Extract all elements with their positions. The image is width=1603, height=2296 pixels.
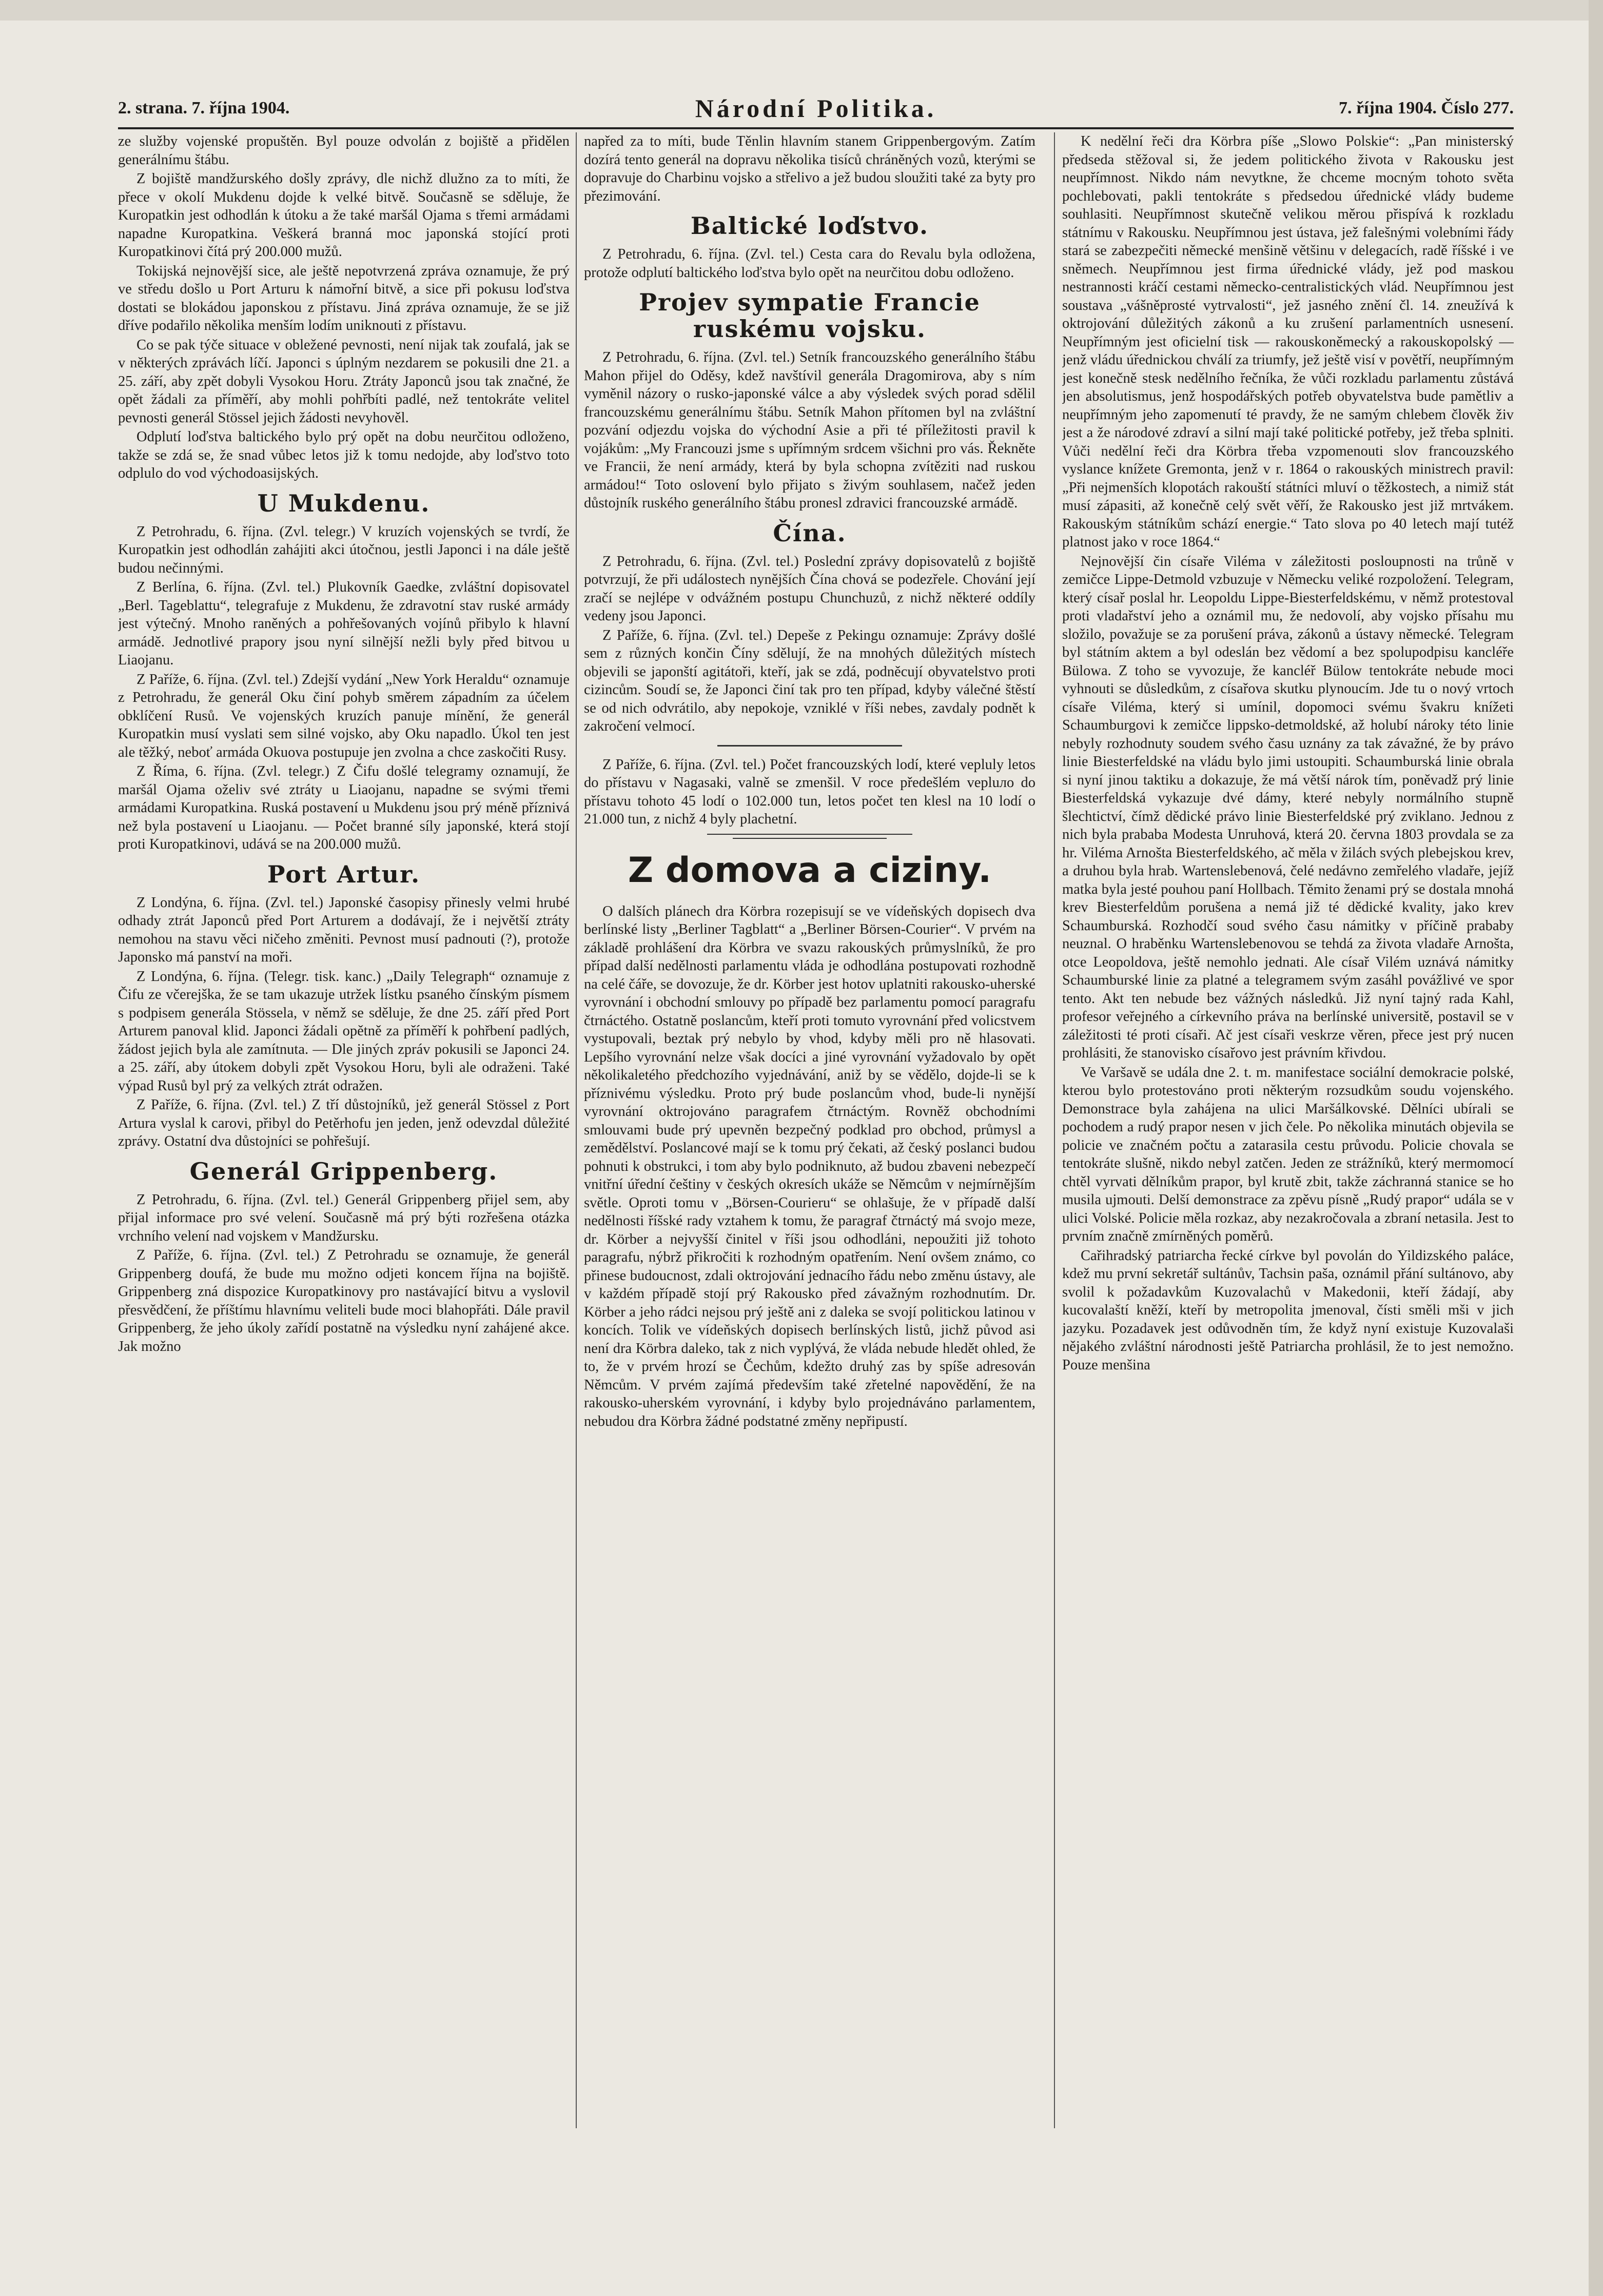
article-paragraph: Z Říma, 6. října. (Zvl. telegr.) Z Čifu došlé telegramy oznamují, že maršál Ojama oželiv své ztráty u Liaojanu, napadne se svými třemi armádami Kuropatkina. Ruská postavení u Mukdenu jsou prý méně příznivá než byla postavení u Liaojanu. — Počet branné síly japonské, která stojí proti Kuropatkinovi, udává se na 200.000 mužů. (118, 763, 570, 852)
issue-date-number: 7. října 1904. Číslo 277. (1339, 99, 1514, 117)
article-paragraph: Cařihradský patriarcha řecké církve byl povolán do Yildizského paláce, kdež mu první sekretář sultánův, Tachsin paša, oznámil přání sultánovo, aby svolil k požadavkům Kuzovalachů v Makedonii, kteří žádají, aby kucovalaští kněží, kteří by metropolita jmenoval, čísti směli mši v jich jazyku. Pozadavek jest odůvodněn tím, že když nyní existuje Kuzovalaši nějakého zvláštní národnosti ještě Patriarcha prohlásil, že to jest nemožno. Pouze menšina (1062, 1247, 1514, 1373)
article-paragraph: Z Paříže, 6. října. (Zvl. tel.) Depeše z Pekingu oznamuje: Zprávy došlé sem z různých končin Číny sdělují, že na mnohých důležitých místech objevili se japonští agitátoři, kteří, jak se zdá, podněcují obyvatelstvo proti cizincům. Soudí se, že Japonci činí tak pro ten případ, kdyby válečné štěstí se od nich odvrátilo, aby nepokoje, vzniklé v říši nebes, zavdaly podnět k zakročení velmocí. (584, 627, 1035, 734)
section-heading: Baltické loďstvo. (690, 212, 929, 240)
article-paragraph: K nedělní řeči dra Körbra píše „Slowo Polskie“: „Pan ministerský předseda stěžoval si, že jedem politického života v Rakousku jest neupřímnost. Nikdo nám nevytkne, že chceme mocným tohoto světa pochlebovati, pakli tentokráte s předsedou úřednické vlády budeme souhlasiti. Neupřímnost skutečně velikou měrou přispívá k rozkladu státnímu v Rakousku. Neupřímnou jest ústava, jež falešnými volebními řády stará se zabezpečiti německé menšině většinu v delegacích, radě říšské i ve sněmech. Neupřímnou jest firma úřednické vlády, jež pod maskou nestrannosti kráčí cestami německo-centralistických vlád. Neupřímnou jest soustava „vášněprosté vytrvalosti“, jež jasného znění čl. 14. zneužívá k oktrojování důležitých zákonů a ku zrušení parlamentních usnesení. Neupřímným jest oficielní tisk — rakouskoněmecký a rakouskopolský — jenž vládu úřednickou chválí za triumfy, jež ještě visí v povětří, neupřímným jest konečně stesk nedělního řečníka, že vůči rozkladu parlamentu zůstává jen absolutismus, jenž hospodářských potřeb obyvatelstva bude pamětliv a neupřímným jeho zapomenutí té pravdy, že ne samým chlebem člověk živ jest a že národové zdraví a silní mají také politické potřeby, jež třeba splniti. Vůči nedělní řeči dra Körbra třeba vzpomenouti slov francouzského vyslance knížete Gremonta, jenž v r. 1864 o rakouských ministrech pravil: „Při nejmenších klopotách rakouští státníci mluví o těžkostech, a nimiž stát musí zápasiti, až konečně celý svět věří, že Rakousko jest již mrtvákem. Rakouským státníkům schází energie.“ Tato slova po 40 letech mají tutéž platnost jako v roce 1864.“ (1062, 133, 1514, 550)
section-divider (584, 834, 1035, 839)
article-paragraph: O dalších plánech dra Körbra rozepisují se ve vídeňských dopisech dva berlínské listy „Berliner Tagblatt“ a „Berliner Börsen-Courier“. V prvém na základě prohlášení dra Körbra ve svazu rakouských průmyslníků, že pro případ další nedělnosti parlamentu vláda je odhodlána postupovati rozhodně na celé čáře, se dovozuje, že dr. Körber jest hotov uplatniti rakousko-uherské vyrovnání i obchodní smlouvy po případě bez parlamentu pomocí paragrafu čtrnáctého. Ostatně poslancům, kteří proti tomuto vyrovnání před volicstvem vystupovali, beztak prý nebylo by vhod, kdyby měli pro ně hlasovati. Lepšího vyrovnání nelze však docíci a jiné vyrovnání vyžadovalo by opět několikaletého předchozího vyjednávání, aniž by se vědělo, dojde-li se k příznivému výsledku. Proto prý bude poslancům vhod, bude-li nynější vyrovnání oktrojováno paragrafem čtrnáctým. Rovněž obchodními smlouvami bude prý upevněn bezpečný podklad pro obchod, průmysl a zemědělství. Poslancové mají se k tomu prý čekati, až český poslanci budou pohnuti k obstrukci, i tom aby bylo podniknuto, až budou zbaveni nebezpečí vnitřní úřední češtiny v českých okresích ukáže se Němcům v nejmírnějším světle. Oproti tomu v „Börsen-Courieru“ se ohlašuje, že v případě další nedělnosti říšské rady vztahem k tomu, že paragraf čtrnáctý má svojo meze, dr. Körber a nejvyšší činitel v říši jsou odhodláni, nepoužiti již tohoto paragrafu, nýbrž přikročiti k rozhodným opatřením. Není ovšem známo, co přinese budoucnost, zdali oktrojování jednacího řádu nebo změnu ústavy, ale v každém případě stojí prý Rakousko před závažným rozhodnutím. Dr. Körber a jeho rádci nejsou prý ještě ani z daleka se svojí politickou latinou v koncích. Tolik ve vídeňských dopisech berlínských listů, jichž původ asi není dra Körbra daleko, tak z nich vyplývá, že vláda nebude hledět ohled, že to, že v prvém hrozí se Čechům, kdežto druhý zas by spíše adresován Němcům. V prvém zajímá především také zřetelné napovědění, že na rakousko-uherském vyrovnání, i kdyby bylo projednáváno parlamentem, nebudou dra Körbra žádné podstatné změny nepřipustí. (584, 903, 1035, 1429)
article-paragraph: Z Paříže, 6. října. (Zvl. tel.) Z tří důstojníků, jež generál Stössel z Port Artura vyslal k carovi, přibyl do Petěrhofu jen jeden, jenž odevzdal důležité zprávy. Ostatní dva důstojníci se pohřešují. (118, 1097, 570, 1149)
divider-line (707, 834, 912, 835)
scan-border-right (1589, 0, 1603, 2296)
article-paragraph: Z Petrohradu, 6. října. (Zvl. tel.) Setník francouzského generálního štábu Mahon přijel do Oděsy, kdež navštívil generála Dragomirova, aby s ním vyměnil názory o rusko-japonské válce a aby výsledek svých porad sdělil francouzskému generálnímu štábu. Setník Mahon přítomen byl na zvláštní pozvání odjezdu vojska do východní Asie a při té příležitosti pravil k vojákům: „My Francouzi jsme s upřímným srdcem všichni pro vás. Řekněte ve Francii, že není armády, která by byla schopna zvítěziti nad ruskou armádou!“ Toto oslovení bylo přijato s živým souhlasem, načež jeden důstojník ruského generálního štábu pronesl zdravici francouzské armádě. (584, 349, 1035, 511)
article-paragraph: Z Petrohradu, 6. října. (Zvl. tel.) Generál Grippenberg přijel sem, aby přijal informace pro své velení. Současně má prý býti rozřešena otázka vrchního velení nad vojskem v Mandžursku. (118, 1191, 570, 1244)
column-1 (118, 132, 570, 2133)
article-paragraph: Ve Varšavě se udála dne 2. t. m. manifestace sociální demokracie polské, kterou bylo protestováno proti některým rozsudkům soudu vojenského. Demonstrace byla zahájena na ulici Maršálkovské. Dělníci ubírali se pochodem a rudý prapor nesen v jich čele. Po několika minutách objevila se policie ve značném počtu a zatarasila cestu průvodu. Policie chovala se tentokráte slušně, nikdo nebyl zatčen. Jeden ze strážníků, který mermomocí chtěl vyrvati dělníkům prapor, byl krutě zbit, takže záchranná stanice se ho musila ujmouti. Delší demonstrace za zpěvu písně „Rudý prapor“ udála se v ulici Volské. Policie měla rozkaz, aby nezakročovala a zbraní netasila. Jest to prvním značně zmírněných poměrů. (1062, 1064, 1514, 1244)
article-paragraph: Tokijská nejnovější sice, ale ještě nepotvrzená zpráva oznamuje, že prý ve středu došlo u Port Arturu k námořní bitvě, a sice při pokusu loďstva dostati se blokádou japonskou z přístavu. Jiná zpráva oznamuje, že se již dříve podařilo několika menším lodím uniknouti z přístavu. (118, 263, 570, 333)
article-paragraph: Z Petrohradu, 6. října. (Zvl. tel.) Poslední zprávy dopisovatelů z bojiště potvrzují, že při událostech nynějších Čína chová se podezřele. Chování její zračí se nejlépe v odvážném postupu Chunchuzů, z nichž některé oddíly vedeny jsou Japonci. (584, 553, 1035, 624)
article-paragraph: ze služby vojenské propuštěn. Byl pouze odvolán z bojiště a přidělen generálnímu štábu. (118, 133, 570, 168)
section-heading: Čína. (773, 519, 847, 547)
article-paragraph: Co se pak týče situace v obležené pevnosti, není nijak tak zoufalá, jak se v některých zprávách líčí. Japonci s úplným nezdarem se pokusili dne 21. a 25. září, aby zpět dobyli Vysokou Horu. Ztráty Japonců jsou tak značné, že opět žádali za příměří, aby mohli pohřbíti padlé, než tentokráte velitel pevnosti generál Stössel jejich žádosti nevyhověl. (118, 337, 570, 426)
article-paragraph: Z Paříže, 6. října. (Zvl. tel.) Zdejší vydání „New York Heraldu“ oznamuje z Petrohradu, že generál Oku činí pohyb směrem západním za účelem obklíčení Rusů. Ve vojenských kruzích panuje mínění, že generál Kuropatkin musí vyslati sem silné vojsko, aby Oku napadlo. Úkol ten jest ale těžký, neboť armáda Okuova postupuje jen zvolna a chce zaskočiti Rusy. (118, 671, 570, 760)
article-paragraph: Z Berlína, 6. října. (Zvl. tel.) Plukovník Gaedke, zvláštní dopisovatel „Berl. Tageblattu“, telegrafuje z Mukdenu, že zdravotní stav ruské armády jest výtečný. Mnoho raněných a pohřešovaných vojínů přibylo k hlavní armádě. Jednotlivé prapory jsou nyní silnější nežli byly před bitvou u Liaojanu. (118, 579, 570, 668)
article-paragraph: Z Paříže, 6. října. (Zvl. tel.) Z Petrohradu se oznamuje, že generál Grippenberg doufá, že bude mu možno odjeti koncem října na bojiště. Grippenberg zná dispozice Kuropatkinovy pro nastávající bitvu a vyslovil přesvědčení, že příštímu hlavnímu veliteli bude moci blahopřáti. Dále pravil Grippenberg, že jeho úkoly zařídí postatně na výsledku nyní zahájené akce. Jak možno (118, 1247, 570, 1355)
column-3 (1062, 132, 1514, 2133)
article-paragraph: Z Petrohradu, 6. října. (Zvl. tel.) Cesta cara do Revalu byla odložena, protože odplutí baltického loďstva bylo opět na neurčitou dobu odloženo. (584, 246, 1035, 281)
column-divider-2 (1054, 132, 1055, 2128)
article-paragraph: Z Paříže, 6. října. (Zvl. tel.) Počet francouzských lodí, které vepluly letos do přístavu v Nagasaki, valně se zmenšil. V roce předešlém vepluло do přístavu tohoto 45 lodí o 102.000 tun, letos počet ten klesl na 10 lodí o 21.000 tun, z nichž 4 byly plachetní. (584, 756, 1035, 827)
article-paragraph: Z Londýna, 6. října. (Telegr. tisk. kanc.) „Daily Telegraph“ oznamuje z Čifu ze včerejška, že se tam ukazuje utržek lístku psaného čínským písmem s podpisem generála Stössela, v němž se sděluje, že dne 25. září před Port Arturem panoval klid. Japonci žádali opětně za příměří k pohřbení padlých, žádost jejich byla ale zamítnuta. — Dle jiných zpráv pokusili se Japonci 24. a 25. září, aby útokem dobyli zpět Vysokou Horu, byli ale odraženi. Také výpad Rusů byl prý za velkých ztrát odražen. (118, 968, 570, 1094)
section-heading: Z domova a ciziny. (628, 850, 992, 891)
page-header (118, 93, 1514, 124)
column-divider-1 (576, 132, 577, 2128)
column-2 (584, 132, 1035, 2133)
separator-rule (717, 745, 902, 747)
section-heading: Generál Grippenberg. (189, 1157, 498, 1185)
section-heading: Port Artur. (267, 860, 421, 888)
section-heading: U Mukdenu. (257, 489, 431, 517)
section-heading: Projev sympatie Francie ruskému vojsku. (639, 288, 981, 343)
article-paragraph: Odplutí loďstva baltického bylo prý opět na dobu neurčitou odloženo, takže se zdá se, že snad vůbec letos již k tomu nedojde, aby loďstvo toto odplulo do vod východoasijských. (118, 429, 570, 481)
article-paragraph: Z Londýna, 6. října. (Zvl. tel.) Japonské časopisy přinesly velmi hrubé odhady ztrát Japonců před Port Arturem a dodávají, že i největší ztráty nemohou na stavu věci ničeho změniti. Pevnost musí padnouti (?), protože Japonsko má panství na moři. (118, 894, 570, 965)
article-paragraph: Nejnovější čin císaře Viléma v záležitosti posloupnosti na trůně v zemičce Lippe-Detmold vzbuzuje v Německu veliké rozpoložení. Telegram, který císař poslal hr. Leopoldu Lippe-Biesterfeldskému, v němž protestoval proti vladařství jeho a oznámil mu, že nedovolí, aby vojsko přísahu mu složilo, považuje se za porušení práva, zákonů a ústavy německé. Telegram byl státním aktem a byl odeslán bez vědomí a bez spolupodpisu kancléře Bülowa. Z toho se vyvozuje, že kancléř Bülow tentokráte nebude moci vyhnouti se důsledkům, z císařova skutku plynoucím. Jde tu o nový vrtoch císaře Viléma, který si umínil, dopomoci svému švakru knížeti Schaumburgovi k zemičce lippsko-detmoldské, až holubí nároky této linie nebyly rozhodnuty soudem svého času uznány za tak závažné, že by právo linie Biesterfeldské na vládu bylo jimi ustoupiti. Schaumburská linie obrala si nyní jinou taktiku a dokazuje, že má větší nárok tím, poněvadž prý linie Biesterfeldská vykazuje dvé dámy, které nebyly normálního stupně šlechtictví, čímž dědické právo linie Biesterfeldské prý zviklano. Jednou z nich byla prababa Modesta Unruhová, která 20. června 1803 provdala se za hr. Viléma Arnošta Biesterfeldského, ač měla v žilách svých plebejskou krev, a druhou byla hrab. Wartenslebenová, čelé nedávno zemřelého vladaře, jejíž matka byla jesté pouhou paní Hollbach. Těmito ženami prý se dostala mnohá krev Biesterfeldům porušena a nemá již té dědické kvality, jako krev Schaumburská. Rozhodčí soud svého času námitky v příčině prababy neuznal. O hraběnku Wartenslebenovou se tehdá za života vladaře Arnošta, otce Leopoldova, ještě nemohlo jednati. Ale císař Vilém uznává námitky Schaumburské linie za platné a telegramem svým zasáhl povážlivé ve spor tento. Akt ten nebude bez vážných následků. Již nyní tajný rada Kahl, profesor veřejného a církevního práva na berlínské universitě, postavil se v záležitosti té proti císaři. Ač jest císaři veskrze věren, přece jest prý nucen prohlásiti, že stanovisko císařovo jest právním křivdou. (1062, 553, 1514, 1061)
divider-line (733, 838, 887, 839)
article-paragraph: Z Petrohradu, 6. října. (Zvl. telegr.) V kruzích vojenských se tvrdí, že Kuropatkin jest odhodlán zahájiti akci útočnou, jestli Japonci i na dále ještě budou nečinnými. (118, 523, 570, 576)
header-rule (118, 127, 1514, 129)
page-number-date: 2. strana. 7. října 1904. (118, 99, 290, 117)
article-paragraph: napřed za to míti, bude Těnlin hlavním stanem Grippenbergovým. Zatím dozírá tento generál na dopravu několika tisíců chráněných vozů, kterými se dopravuje do Charbinu vojsko a střelivo a jež budou sloužiti také za byty pro přezimování. (584, 133, 1035, 204)
masthead-title: Národní Politika. (695, 94, 937, 123)
article-paragraph: Z bojiště mandžurského došly zprávy, dle nichž dlužno za to míti, že přece v okolí Mukdenu dojde k velké bitvě. Současně se sděluje, že Kuropatkin jest odhodlán k útoku a že také maršál Ojama s třemi armádami napadne Kuropatkina. Veškerá branná moc japonská stojící proti Kuropatkinovi čítá prý 200.000 mužů. (118, 171, 570, 260)
scan-border-top (0, 0, 1603, 21)
